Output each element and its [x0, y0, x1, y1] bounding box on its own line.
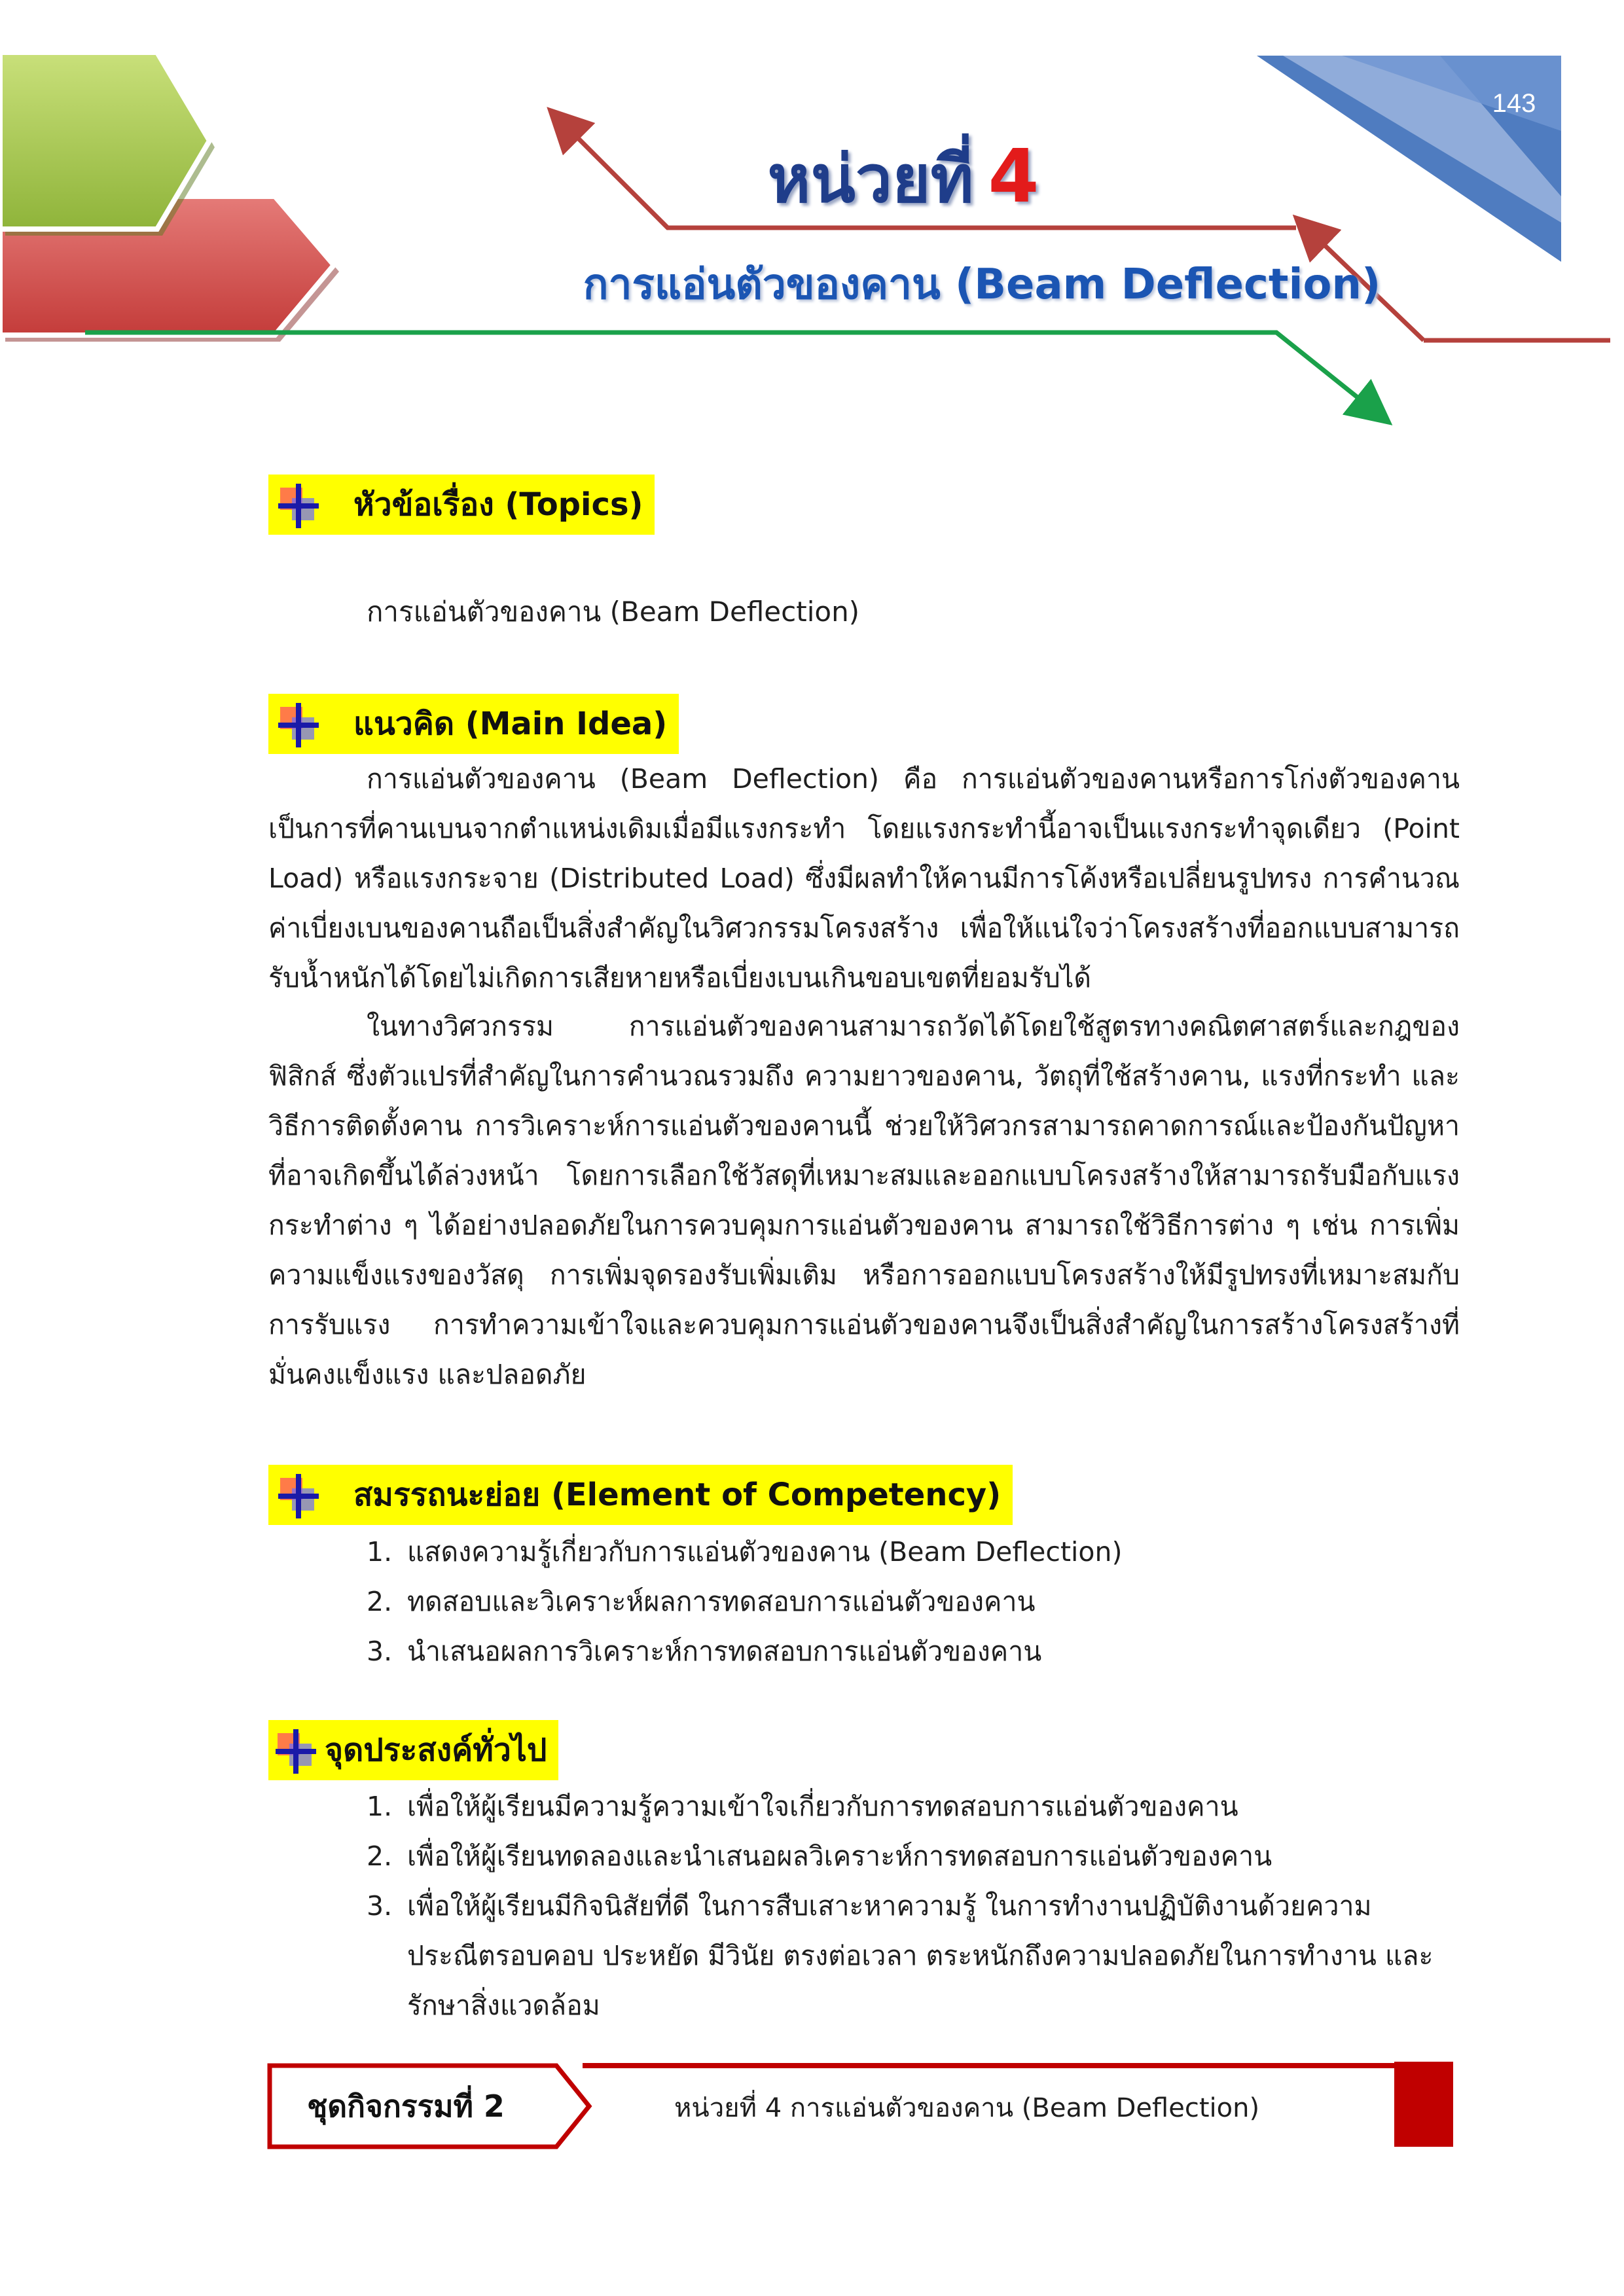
page-number: 143 [1492, 89, 1536, 118]
unit-number: 4 [988, 134, 1039, 219]
competency-list [367, 1527, 1460, 1676]
list-item: 1. แสดงความรู้เกี่ยวกับการแอ่นตัวของคาน (Beam Deflection) [367, 1536, 1123, 1568]
section-heading-topics [268, 475, 655, 535]
section-heading-objectives [268, 1720, 558, 1780]
unit-subtitle: การแอ่นตัวของคาน (Beam Deflection) [583, 260, 1381, 309]
topics-content: การแอ่นตัวของคาน (Beam Deflection) [367, 596, 860, 628]
list-item: 3. นำเสนอผลการวิเคราะห์การทดสอบการแอ่นตัวของคาน [367, 1636, 1042, 1667]
section-title: จุดประสงค์ทั่วไป [325, 1732, 547, 1768]
list-item: 3. เพื่อให้ผู้เรียนมีกิจนิสัยที่ดี ในการสืบเสาะหาความรู้ ในการทำงานปฏิบัติงานด้วยความประณีตรอบคอบ ประหยัด มีวินัย ตรงต่อเวลา ตระหนักถึงความปลอดภัยในการทำงาน และรักษาสิ่งแวดล้อม [367, 1890, 1434, 2021]
section-title: แนวคิด (Main Idea) [353, 706, 668, 742]
green-arrow-line [85, 332, 1375, 411]
corner-triangles [1257, 56, 1561, 262]
section-title: สมรรถนะย่อย (Element of Competency) [353, 1477, 1001, 1513]
section-heading-main-idea [268, 694, 679, 754]
footer-activity-label: ชุดกิจกรรมที่ 2 [307, 2089, 505, 2124]
footer-unit-text: หน่วยที่ 4 การแอ่นตัวของคาน (Beam Deflection) [674, 2093, 1260, 2123]
unit-title [733, 131, 1074, 225]
section-heading-competency [268, 1465, 1013, 1525]
list-item: 1. เพื่อให้ผู้เรียนมีความรู้ความเข้าใจเกี่ยวกับการทดสอบการแอ่นตัวของคาน [367, 1791, 1238, 1822]
section-title: หัวข้อเรื่อง (Topics) [353, 486, 643, 523]
objectives-list [367, 1782, 1460, 2030]
cross-bullet-icon [268, 475, 353, 535]
list-item: 2. ทดสอบและวิเคราะห์ผลการทดสอบการแอ่นตัวของคาน [367, 1586, 1036, 1617]
cross-bullet-icon [268, 1465, 353, 1525]
unit-label: หน่วยที่ [767, 141, 974, 217]
cross-bullet-icon [268, 694, 353, 754]
main-idea-paragraph-2: ในทางวิศวกรรม การแอ่นตัวของคานสามารถวัดได้โดยใช้สูตรทางคณิตศาสตร์และกฎของฟิสิกส์ ซึ่งตัวแปรที่สำคัญในการคำนวณรวมถึง ความยาวของคาน, วัตถุที่ใช้สร้างคาน, แรงที่กระทำ และวิธีการติดตั้งคาน การวิเคราะห์การแอ่นตัวของคานนี้ ช่วยให้วิศวกรสามารถคาดการณ์และป้องกันปัญหาที่อาจเกิดขึ้นได้ล่วงหน้า โดยการเลือกใช้วัสดุที่เหมาะสมและออกแบบโครงสร้างให้สามารถรับมือกับแรงกระทำต่าง ๆ ได้อย่างปลอดภัยในการควบคุมการแอ่นตัวของคาน สามารถใช้วิธีการต่าง ๆ เช่น การเพิ่มความแข็งแรงของวัสดุ การเพิ่มจุดรองรับเพิ่มเติม หรือการออกแบบโครงสร้างให้มีรูปทรงที่เหมาะสมกับการรับแรง การทำความเข้าใจและควบคุมการแอ่นตัวของคานจึงเป็นสิ่งสำคัญในการสร้างโครงสร้างที่มั่นคงแข็งแรง และปลอดภัย [268, 1011, 1460, 1390]
list-item: 2. เพื่อให้ผู้เรียนทดลองและนำเสนอผลวิเคราะห์การทดสอบการแอ่นตัวของคาน [367, 1840, 1272, 1872]
cross-bullet-icon [268, 1720, 325, 1780]
main-idea-paragraph-1: การแอ่นตัวของคาน (Beam Deflection) คือ การแอ่นตัวของคานหรือการโก่งตัวของคาน เป็นการที่คานเบนจากตำแหน่งเดิมเมื่อมีแรงกระทำ โดยแรงกระทำนี้อาจเป็นแรงกระทำจุดเดียว (Point Load) หรือแรงกระจาย (Distributed Load) ซึ่งมีผลทำให้คานมีการโค้งหรือเปลี่ยนรูปทรง การคำนวณค่าเบี่ยงเบนของคานถือเป็นสิ่งสำคัญในวิศวกรรมโครงสร้าง เพื่อให้แน่ใจว่าโครงสร้างที่ออกแบบสามารถรับน้ำหนักได้โดยไม่เกิดการเสียหายหรือเบี่ยงเบนเกินขอบเขตที่ยอมรับได้ [268, 763, 1460, 994]
